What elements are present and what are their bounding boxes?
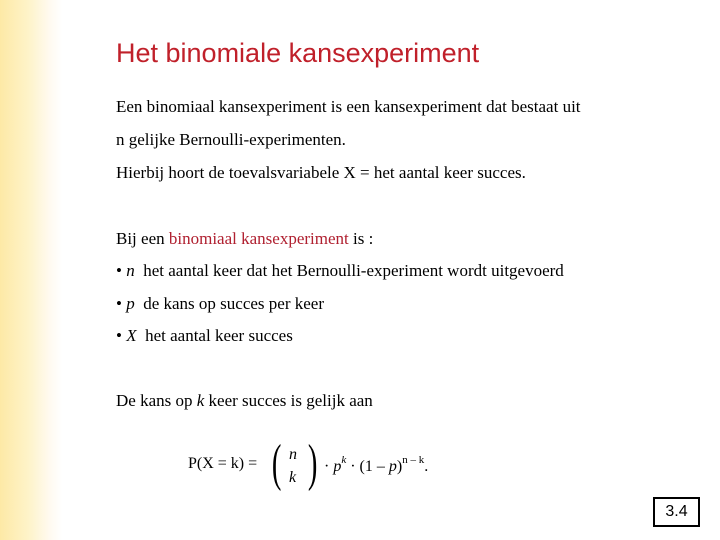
definition-heading [116, 229, 373, 249]
list-item [116, 326, 293, 346]
formula-close: ) [396, 458, 403, 475]
formula-dot2: · (1 – [346, 458, 389, 475]
bullet-icon: • [116, 261, 122, 280]
intro-line-1: Een binomiaal kansexperiment is een kansexperiment dat bestaat uit [116, 97, 581, 116]
bullet-icon: • [116, 294, 122, 313]
formula-exponent: n – k [402, 454, 425, 466]
formula-lhs: P(X = k) = [188, 455, 258, 472]
probability-sentence [116, 391, 373, 411]
list-item [116, 294, 324, 314]
formula-end: . [424, 458, 429, 475]
formula-p-exponent: k [341, 454, 347, 466]
page-title: Het binomiale kansexperiment [116, 38, 480, 68]
probability-variable: k [196, 391, 205, 410]
right-paren-icon: ) [307, 435, 318, 492]
definition-prefix: Bij een [116, 229, 169, 248]
formula-p2: p [388, 458, 397, 475]
left-paren-icon: ( [271, 435, 282, 492]
formula-dot1: · [324, 458, 334, 475]
section-number-badge: 3.4 [653, 497, 700, 527]
list-item-variable: p [126, 294, 135, 313]
formula-p: p [333, 458, 342, 475]
bullet-icon: • [116, 326, 122, 345]
definition-suffix: is : [348, 229, 374, 248]
intro-line-3: Hierbij hoort de toevalsvariabele X = het aantal keer succes. [116, 163, 526, 182]
probability-suffix: keer succes is gelijk aan [204, 391, 373, 410]
list-item-text: het aantal keer dat het Bernoulli-experiment wordt uitgevoerd [143, 261, 564, 280]
list-item-variable: n [126, 261, 135, 280]
binom-bottom: k [289, 469, 297, 486]
list-item-text: het aantal keer succes [145, 326, 293, 345]
list-item-text: de kans op succes per keer [143, 294, 324, 313]
formula-rhs [324, 454, 428, 476]
decorative-left-band [0, 0, 62, 540]
probability-prefix: De kans op [116, 391, 197, 410]
list-item [116, 261, 564, 281]
list-item-variable: X [126, 326, 137, 345]
binom-top: n [289, 446, 297, 463]
intro-line-2: n gelijke Bernoulli-experimenten. [116, 130, 346, 149]
definition-term: binomiaal kansexperiment [168, 229, 349, 248]
